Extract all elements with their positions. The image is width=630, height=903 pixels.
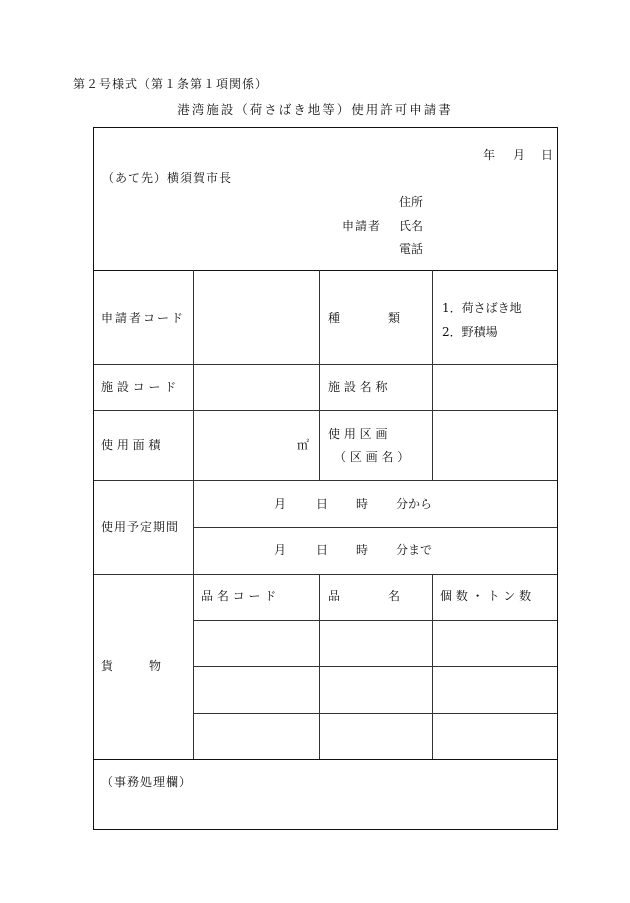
date-day-label: 日 <box>541 148 554 162</box>
period-from-minute: 分から <box>396 497 433 511</box>
divider-office <box>94 759 557 760</box>
form-number: 第２号様式（第１条第１項関係） <box>73 77 269 91</box>
divider-row2 <box>94 410 557 411</box>
type-label: 種 類 <box>328 311 401 325</box>
facility-code-label: 施 設 コ ー ド <box>101 380 177 394</box>
item-code-header: 品 名 コ ー ド <box>201 589 277 603</box>
area-unit: ㎡ <box>297 438 310 452</box>
form-title: 港湾施設（荷さばき地等）使用許可申請書 <box>177 102 453 117</box>
period-to-hour: 時 <box>356 543 369 557</box>
quantity-header: 個 数 ・ ト ン 数 <box>440 589 532 603</box>
period-from-hour: 時 <box>356 497 369 511</box>
type-option-storage: 2．野積場 <box>442 325 498 339</box>
area-label: 使 用 面 積 <box>101 438 161 452</box>
period-label: 使用予定期間 <box>101 520 180 534</box>
period-from-day: 日 <box>316 497 329 511</box>
application-form-frame <box>93 127 558 830</box>
addressee: （あて先）横須賀市長 <box>102 171 233 185</box>
date-month-label: 月 <box>513 148 526 162</box>
zone-label-line2: （ 区 画 名 ） <box>334 450 410 464</box>
office-use-label: （事務処理欄） <box>101 775 193 789</box>
item-name-header: 品 名 <box>328 589 401 603</box>
vline-mid-upper <box>319 270 320 480</box>
vline-right-cargo <box>432 574 433 759</box>
period-to-minute: 分まで <box>396 543 433 557</box>
divider-row3 <box>94 480 557 481</box>
cargo-label: 貨 物 <box>101 659 162 673</box>
divider-period <box>193 527 557 528</box>
facility-name-label: 施 設 名 称 <box>328 380 388 394</box>
zone-label-line1: 使 用 区 画 <box>328 427 388 441</box>
vline-label-col <box>193 270 194 759</box>
date-year-label: 年 <box>483 148 496 162</box>
divider-cargo-2 <box>193 666 557 667</box>
applicant-code-label: 申請者コード <box>101 311 186 325</box>
divider-row4 <box>94 574 557 575</box>
divider-cargo-1 <box>193 620 557 621</box>
period-to-month: 月 <box>274 543 287 557</box>
divider-row1 <box>94 364 557 365</box>
applicant-label: 申請者 <box>342 219 382 233</box>
vline-mid-cargo <box>319 574 320 759</box>
vline-right-upper <box>432 270 433 480</box>
phone-label: 電話 <box>399 242 424 256</box>
divider-header <box>94 270 557 271</box>
type-option-yard: 1．荷さばき地 <box>442 301 522 315</box>
divider-cargo-3 <box>193 713 557 714</box>
address-label: 住所 <box>399 195 424 209</box>
name-label: 氏名 <box>399 219 424 233</box>
period-from-month: 月 <box>274 497 287 511</box>
period-to-day: 日 <box>316 543 329 557</box>
